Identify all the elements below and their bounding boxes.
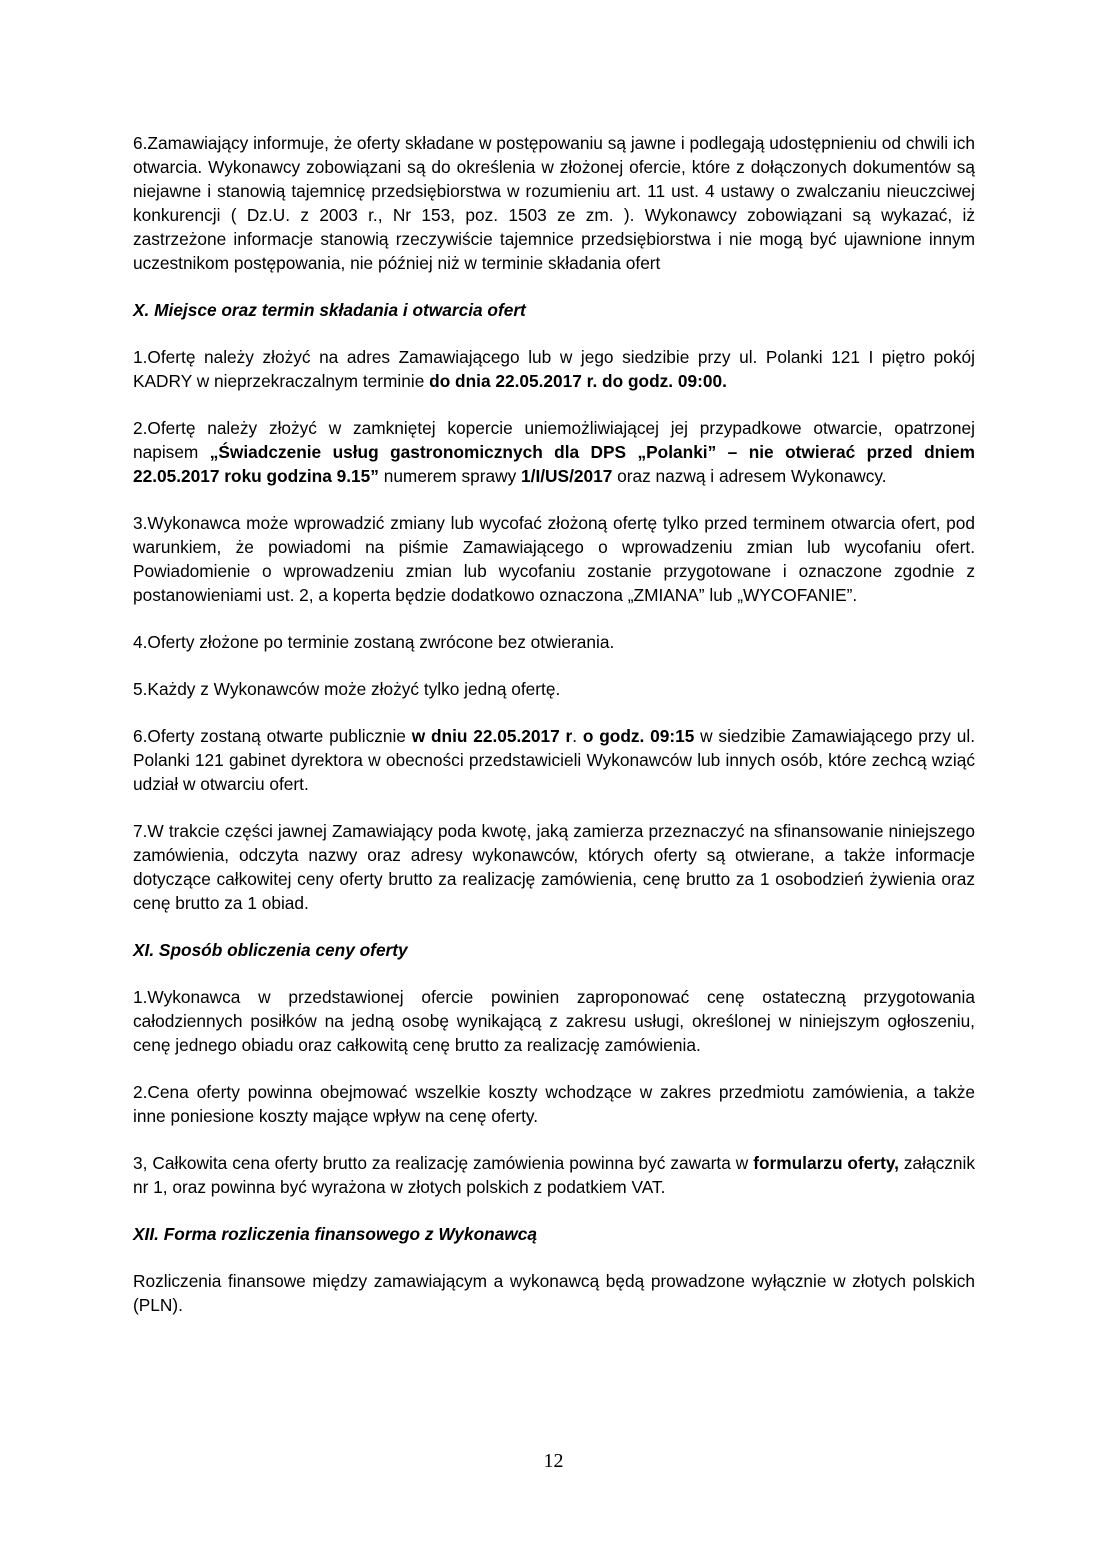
deadline-date: do dnia 22.05.2017 r. do godz. 09:00. [429,371,727,391]
envelope-inscription: „Świadczenie usług gastronomicznych dla DPS „Polanki” – nie otwierać przed dniem 22.05.2017 roku godzina 9.15” [133,442,975,486]
section-xii-heading: XII. Forma rozliczenia finansowego z Wykonawcą [133,1224,537,1244]
paragraph-text: 3, Całkowita cena oferty brutto za realizację zamówienia powinna być zawarta w [133,1153,754,1173]
paragraph-text: 6.Oferty zostaną otwarte publicznie [133,726,412,746]
section-xii-paragraph-1: Rozliczenia finansowe między zamawiającym a wykonawcą będą prowadzone wyłącznie w złotych polskich (PLN). [133,1271,975,1315]
section-x-heading: X. Miejsce oraz termin składania i otwarcia ofert [133,300,526,320]
section-xi-paragraph-3 [133,1151,975,1199]
section-x-paragraph-4: 4.Oferty złożone po terminie zostaną zwrócone bez otwierania. [133,632,615,652]
paragraph-text: numerem sprawy [378,466,522,486]
paragraph-text: w siedzibie Zamawiającego przy ul. Polanki 121 gabinet dyrektora w obecności przedstawicieli Wykonawców lub innych osób, które zechcą wziąć udział w otwarciu ofert. [133,726,975,794]
opening-time: o godz. 09:15 [582,726,695,746]
paragraph-text: . [572,726,583,746]
section-x-paragraph-1 [133,345,975,393]
section-x-paragraph-2 [133,416,975,488]
page-number: 12 [543,1450,564,1472]
section-x-paragraph-7: 7.W trakcie części jawnej Zamawiający poda kwotę, jaką zamierza przeznaczyć na sfinansowanie niniejszego zamówienia, odczyta nazwy oraz adresy wykonawców, których oferty są otwierane, a także informacje dotyczące całkowitej ceny oferty brutto za realizację zamówienia, cenę brutto za 1 osobodzień żywienia oraz cenę brutto za 1 obiad. [133,821,975,913]
paragraph-text: 1.Ofertę należy złożyć na adres Zamawiającego lub w jego siedzibie przy ul. Polanki 121 I piętro pokój KADRY w nieprzekraczalnym terminie [133,347,975,391]
section-x-paragraph-3: 3.Wykonawca może wprowadzić zmiany lub wycofać złożoną ofertę tylko przed terminem otwarcia ofert, pod warunkiem, że powiadomi na piśmie Zamawiającego o wprowadzeniu zmian lub wycofaniu ofert. Powiadomienie o wprowadzeniu zmian lub wycofaniu zostanie przygotowane i oznaczone zgodnie z postanowieniami ust. 2, a koperta będzie dodatkowo oznaczona „ZMIANA” lub „WYCOFANIE”. [133,513,975,605]
paragraph-text: 2.Ofertę należy złożyć w zamkniętej kopercie uniemożliwiającej jej przypadkowe otwarcie, opatrzonej napisem [133,418,975,462]
paragraph-text: załącznik nr 1, oraz powinna być wyrażona w złotych polskich z podatkiem VAT. [133,1153,975,1197]
section-ix-paragraph-6: 6.Zamawiający informuje, że oferty składane w postępowaniu są jawne i podlegają udostępnieniu od chwili ich otwarcia. Wykonawcy zobowiązani są do określenia w złożonej ofercie, które z dołączonych dokumentów są niejawne i stanowią tajemnicę przedsiębiorstwa w rozumieniu art. 11 ust. 4 ustawy o zwalczaniu nieuczciwej konkurencji ( Dz.U. z 2003 r., Nr 153, poz. 1503 ze zm. ). Wykonawcy zobowiązani są wykazać, iż zastrzeżone informacje stanowią rzeczywiście tajemnice przedsiębiorstwa i nie mogą być ujawnione innym uczestnikom postępowania, nie później niż w terminie składania ofert [133,133,975,273]
paragraph-text: oraz nazwą i adresem Wykonawcy. [612,466,887,486]
section-xi-paragraph-1: 1.Wykonawca w przedstawionej ofercie powinien zaproponować cenę ostateczną przygotowania całodziennych posiłków na jedną osobę wynikającą z zakresu usługi, określonej w niniejszym ogłoszeniu, cenę jednego obiadu oraz całkowitą cenę brutto za realizację zamówienia. [133,987,975,1055]
document-body [133,131,975,1340]
section-x-paragraph-5: 5.Każdy z Wykonawców może złożyć tylko jedną ofertę. [133,679,561,699]
section-xi-heading: XI. Sposób obliczenia ceny oferty [133,940,408,960]
section-x-paragraph-6 [133,724,975,796]
case-number: 1/I/US/2017 [521,466,613,486]
opening-date: w dniu 22.05.2017 r [411,726,573,746]
offer-form-reference: formularzu oferty, [753,1153,899,1173]
section-xi-paragraph-2: 2.Cena oferty powinna obejmować wszelkie koszty wchodzące w zakres przedmiotu zamówienia, a także inne poniesione koszty mające wpływ na cenę oferty. [133,1082,975,1126]
